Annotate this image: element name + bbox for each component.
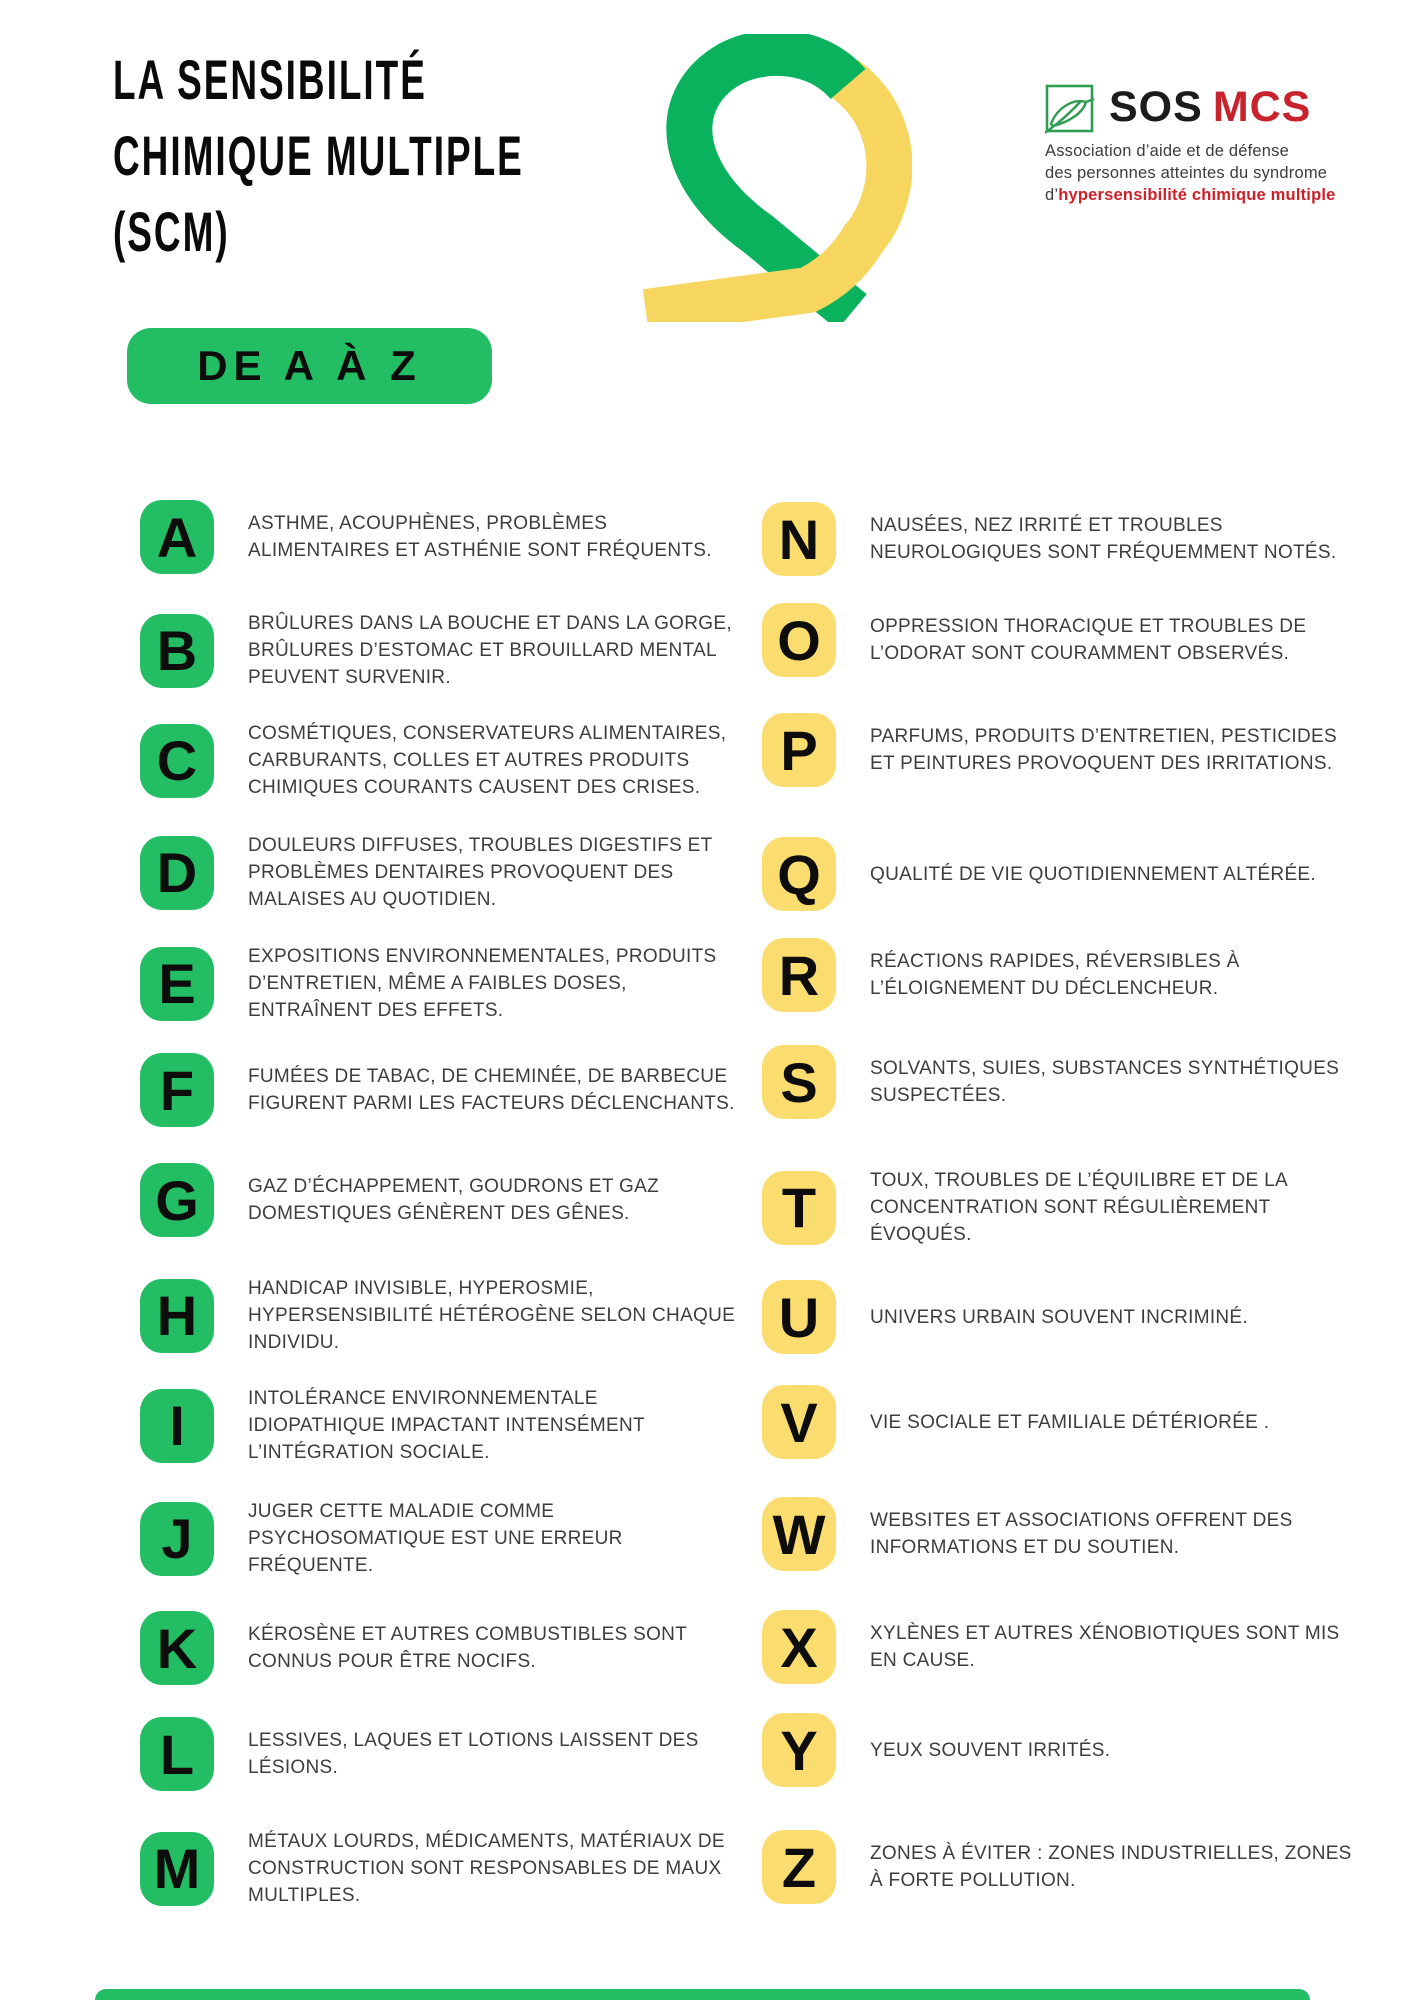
letter-badge-o: O [762, 603, 836, 677]
entry-text-c: COSMÉTIQUES, CONSERVATEURS ALIMENTAIRES, CARBURANTS, COLLES ET AUTRES PRODUITS CHIMIQUES COURANTS CAUSENT DES CRISES. [248, 723, 727, 798]
entry-row-p [762, 713, 1337, 787]
entry-text-w: WEBSITES ET ASSOCIATIONS OFFRENT DES INFORMATIONS ET DU SOUTIEN. [870, 1510, 1293, 1558]
logo-text-mcs: MCS [1212, 83, 1312, 131]
entry-row-i [140, 1385, 645, 1466]
entry-text-e: EXPOSITIONS ENVIRONNEMENTALES, PRODUITS D’ENTRETIEN, MÊME A FAIBLES DOSES, ENTRAÎNENT DES EFFETS. [248, 946, 717, 1021]
de-a-a-z-label: DE A À Z [197, 342, 422, 389]
letter-badge-r: R [762, 938, 836, 1012]
letter-badge-s: S [762, 1045, 836, 1119]
tagline-highlight: hypersensibilité chimique multiple [1058, 186, 1336, 204]
logo-text-sos: SOS [1109, 83, 1203, 131]
entry-row-e [140, 943, 716, 1024]
title-line-3: (SCM) [113, 200, 230, 263]
entry-row-j [140, 1498, 623, 1579]
entry-row-a [140, 500, 712, 574]
entry-text-b: BRÛLURES DANS LA BOUCHE ET DANS LA GORGE, BRÛLURES D’ESTOMAC ET BROUILLARD MENTAL PEUVENT SURVENIR. [248, 613, 732, 688]
letter-badge-y: Y [762, 1713, 836, 1787]
entry-row-b [140, 610, 732, 691]
entry-row-h [140, 1275, 735, 1356]
entry-text-p: PARFUMS, PRODUITS D’ENTRETIEN, PESTICIDES ET PEINTURES PROVOQUENT DES IRRITATIONS. [870, 726, 1337, 774]
entry-row-c [140, 720, 726, 801]
entry-row-x [762, 1610, 1340, 1684]
entry-text-d: DOULEURS DIFFUSES, TROUBLES DIGESTIFS ET PROBLÈMES DENTAIRES PROVOQUENT DES MALAISES AU QUOTIDIEN. [248, 835, 713, 910]
letter-badge-g: G [140, 1163, 214, 1237]
tagline-line-3: d’hypersensibilité chimique multiple [1045, 186, 1336, 204]
entry-row-g [140, 1163, 659, 1237]
entry-text-i: INTOLÉRANCE ENVIRONNEMENTALE IDIOPATHIQUE IMPACTANT INTENSÉMENT L’INTÉGRATION SOCIALE. [248, 1388, 645, 1463]
letter-badge-x: X [762, 1610, 836, 1684]
entry-text-o: OPPRESSION THORACIQUE ET TROUBLES DE L’ODORAT SONT COURAMMENT OBSERVÉS. [870, 616, 1307, 664]
entry-text-a: ASTHME, ACOUPHÈNES, PROBLÈMES ALIMENTAIRES ET ASTHÉNIE SONT FRÉQUENTS. [248, 513, 712, 561]
entry-text-v: VIE SOCIALE ET FAMILIALE DÉTÉRIORÉE . [870, 1411, 1270, 1433]
entry-row-f [140, 1053, 735, 1127]
letter-badge-z: Z [762, 1830, 836, 1904]
letter-badge-u: U [762, 1280, 836, 1354]
letter-badge-t: T [762, 1171, 836, 1245]
sos-mcs-logo [1045, 82, 1385, 206]
letter-badge-q: Q [762, 837, 836, 911]
bottom-green-bar [95, 1989, 1310, 2000]
entry-row-u [762, 1280, 1248, 1354]
entry-text-q: QUALITÉ DE VIE QUOTIDIENNEMENT ALTÉRÉE. [870, 863, 1316, 885]
entry-text-m: MÉTAUX LOURDS, MÉDICAMENTS, MATÉRIAUX DE CONSTRUCTION SONT RESPONSABLES DE MAUX MULTIPLES. [248, 1831, 725, 1906]
entry-row-d [140, 832, 713, 913]
entry-text-n: NAUSÉES, NEZ IRRITÉ ET TROUBLES NEUROLOGIQUES SONT FRÉQUEMMENT NOTÉS. [870, 515, 1337, 563]
entry-text-j: JUGER CETTE MALADIE COMME PSYCHOSOMATIQUE EST UNE ERREUR FRÉQUENTE. [248, 1501, 623, 1576]
letter-badge-c: C [140, 724, 214, 798]
entry-row-m [140, 1828, 725, 1909]
entry-text-f: FUMÉES DE TABAC, DE CHEMINÉE, DE BARBECUE FIGURENT PARMI LES FACTEURS DÉCLENCHANTS. [248, 1066, 735, 1114]
letter-badge-d: D [140, 836, 214, 910]
entry-text-s: SOLVANTS, SUIES, SUBSTANCES SYNTHÉTIQUES SUSPECTÉES. [870, 1058, 1340, 1106]
letter-badge-j: J [140, 1502, 214, 1576]
entry-row-z [762, 1830, 1352, 1904]
entry-text-h: HANDICAP INVISIBLE, HYPEROSMIE, HYPERSENSIBILITÉ HÉTÉROGÈNE SELON CHAQUE INDIVIDU. [248, 1278, 736, 1353]
letter-badge-e: E [140, 947, 214, 1021]
logo-name [1109, 82, 1311, 132]
entry-row-o [762, 603, 1306, 677]
entry-text-z: ZONES À ÉVITER : ZONES INDUSTRIELLES, ZONES À FORTE POLLUTION. [870, 1843, 1352, 1891]
de-a-a-z-banner [127, 328, 492, 404]
entry-row-t [762, 1167, 1288, 1248]
letter-badge-m: M [140, 1832, 214, 1906]
letter-badge-f: F [140, 1053, 214, 1127]
letter-badge-b: B [140, 614, 214, 688]
entry-text-y: YEUX SOUVENT IRRITÉS. [870, 1739, 1111, 1761]
tagline-line-2: des personnes atteintes du syndrome [1045, 164, 1328, 182]
entry-row-l [140, 1717, 699, 1791]
entry-text-u: UNIVERS URBAIN SOUVENT INCRIMINÉ. [870, 1306, 1248, 1328]
letter-badge-n: N [762, 502, 836, 576]
letter-badge-a: A [140, 500, 214, 574]
title-line-2: CHIMIQUE MULTIPLE [113, 124, 524, 187]
entry-text-x: XYLÈNES ET AUTRES XÉNOBIOTIQUES SONT MIS EN CAUSE. [870, 1623, 1340, 1671]
page-title [113, 42, 524, 270]
letter-badge-v: V [762, 1385, 836, 1459]
entry-text-l: LESSIVES, LAQUES ET LOTIONS LAISSENT DES LÉSIONS. [248, 1730, 699, 1778]
letter-badge-h: H [140, 1279, 214, 1353]
logo-tagline [1045, 140, 1385, 206]
letter-badge-k: K [140, 1611, 214, 1685]
entry-text-g: GAZ D’ÉCHAPPEMENT, GOUDRONS ET GAZ DOMESTIQUES GÉNÈRENT DES GÊNES. [248, 1176, 660, 1224]
entry-row-k [140, 1611, 687, 1685]
letter-badge-l: L [140, 1717, 214, 1791]
entry-row-w [762, 1497, 1293, 1571]
title-line-1: LA SENSIBILITÉ [113, 48, 427, 111]
entry-text-k: KÉROSÈNE ET AUTRES COMBUSTIBLES SONT CONNUS POUR ÊTRE NOCIFS. [248, 1624, 688, 1672]
bird-icon [1045, 82, 1095, 134]
tagline-line-1: Association d’aide et de défense [1045, 142, 1289, 160]
entry-text-t: TOUX, TROUBLES DE L’ÉQUILIBRE ET DE LA CONCENTRATION SONT RÉGULIÈREMENT ÉVOQUÉS. [870, 1170, 1288, 1245]
entry-row-r [762, 938, 1240, 1012]
entry-row-n [762, 502, 1336, 576]
entry-row-y [762, 1713, 1110, 1787]
letter-badge-p: P [762, 713, 836, 787]
entry-row-s [762, 1045, 1339, 1119]
entry-text-r: RÉACTIONS RAPIDES, RÉVERSIBLES À L’ÉLOIGNEMENT DU DÉCLENCHEUR. [870, 951, 1240, 999]
letter-badge-w: W [762, 1497, 836, 1571]
entry-row-v [762, 1385, 1269, 1459]
letter-badge-i: I [140, 1389, 214, 1463]
entry-row-q [762, 837, 1316, 911]
awareness-ribbon-icon [612, 34, 912, 322]
